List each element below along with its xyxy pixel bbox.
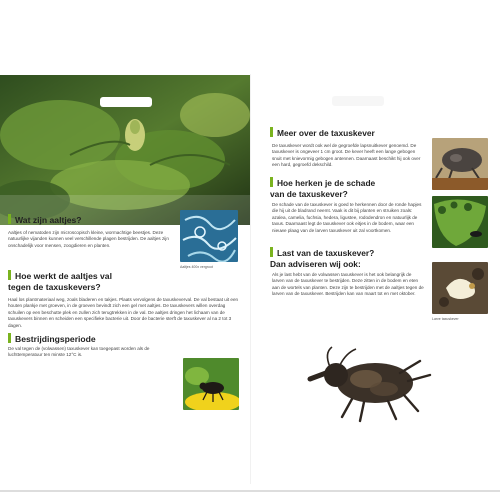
- title-line-2: van de taxuskever?: [270, 189, 348, 199]
- footer-line: [0, 490, 500, 492]
- title-line-1: Last van de taxuskever?: [277, 248, 375, 258]
- nematodes-microscope-photo: [180, 210, 238, 262]
- caption-larve: Larve taxuskever: [432, 317, 459, 321]
- leaf-damage-photo: [432, 196, 488, 248]
- weevil-photo: [300, 335, 450, 425]
- accent-bar: [8, 333, 11, 343]
- nematodes-icon: [180, 210, 238, 262]
- accent-bar: [270, 177, 273, 187]
- caption-aaltjes: Aaltjes 400x vergroot: [180, 265, 213, 269]
- accent-bar: [8, 214, 11, 224]
- hanger-hole-right: [332, 96, 384, 106]
- weevil-icon: [300, 335, 450, 425]
- section-title-last-van: [270, 247, 374, 270]
- section-title-hoe-werkt: [8, 270, 112, 293]
- title-text: Wat zijn aaltjes?: [15, 215, 82, 225]
- section-body-hoe-werkt: Haal los plantmateriaal weg, zoals bladeren en takjes. Plaats vervolgens de taxuskeverval. De val bestaat uit een houten plankje met groeven, in de groeven bevindt zich een gel met aaltjes. De taxuskevers willen overdag schuilen op een beschutte plek en zullen zich terugtrekken in de val. De aaltjes dringen het lichaam van de taxuskevers binnen en scheiden een specifieke bacterie uit. Door de bacterie sterft de taxuskever al na 2 tot 3 dagen.: [8, 297, 239, 328]
- larva-photo: [432, 262, 488, 314]
- title-line-2: Dan adviseren wij ook:: [270, 259, 361, 269]
- leaf-damage-icon: [432, 196, 488, 248]
- weevil-on-flower-photo: [183, 358, 239, 410]
- title-text: Bestrijdingsperiode: [15, 334, 96, 344]
- accent-bar: [270, 127, 273, 137]
- section-title-wat-zijn-aaltjes: [8, 214, 82, 225]
- section-body-aaltjes: Aaltjes of nematoden zijn microscopisch kleine, wormachtige beestjes. Deze natuurlijke vijanden kunnen veel verschillende plagen bestrijden. De aaltjes zijn onschadelijk voor mensen, zoogdieren en planten.: [8, 230, 169, 248]
- section-body-bestrijdingsperiode: De val tegen de (volwassen) taxuskever kan toegepast worden als de luchttemperatuur ten minste 12°C is.: [8, 346, 150, 358]
- accent-bar: [270, 247, 273, 257]
- section-body-meer-over: De taxuskever wordt ook wel de gegroefde lapsnuitkever genoemd. De taxuskever is ongeveer 1 cm groot. De kever heeft een lange gebogen snuit met knievormig gebogen antennen. Daarnaast beschikt hij ook over een hard, gegroefd dekschild.: [272, 143, 421, 168]
- section-title-meer-over: [270, 127, 375, 138]
- title-line-1: Hoe werkt de aaltjes val: [15, 271, 112, 281]
- title-line-1: Hoe herken je de schade: [277, 178, 376, 188]
- section-body-hoe-herken: De schade van de taxuskever is goed te herkennen door de ronde hapjes die hij uit de bladrand neemt. Vaak is dit bij planten en struiken zoals: azalea, camelia, fuchsia, hedera, ligustee, rododendron en natuurlijk de taxus. Daarnaast legt de taxuskever ook eitjes in de bodem, waar een nieuwe plaag van de larven taxuskever uit zal voortkomen.: [272, 202, 422, 233]
- weevil-closeup-photo: [432, 138, 488, 190]
- larva-icon: [432, 262, 488, 314]
- title-text: Meer over de taxuskever: [277, 128, 375, 138]
- title-line-2: tegen de taxuskevers?: [8, 282, 101, 292]
- accent-bar: [8, 270, 11, 280]
- section-title-hoe-herken: [270, 177, 375, 200]
- page-fold: [250, 74, 251, 484]
- section-title-bestrijdingsperiode: [8, 333, 96, 344]
- weevil-flower-icon: [183, 358, 239, 410]
- section-body-last-van: Als je last hebt van de volwassen taxuskever is het ook belangrijk de larven van de taxuskever te bestrijden. Deze zitten in de bodem en eten aan de wortels van planten. Deze zijn te bestrijden met de aaltjes tegen de larven van de taxuskever. Bestrijden kan van maart tot en met oktober.: [272, 272, 424, 297]
- weevil-closeup-icon: [432, 138, 488, 190]
- hanger-hole: [100, 97, 152, 107]
